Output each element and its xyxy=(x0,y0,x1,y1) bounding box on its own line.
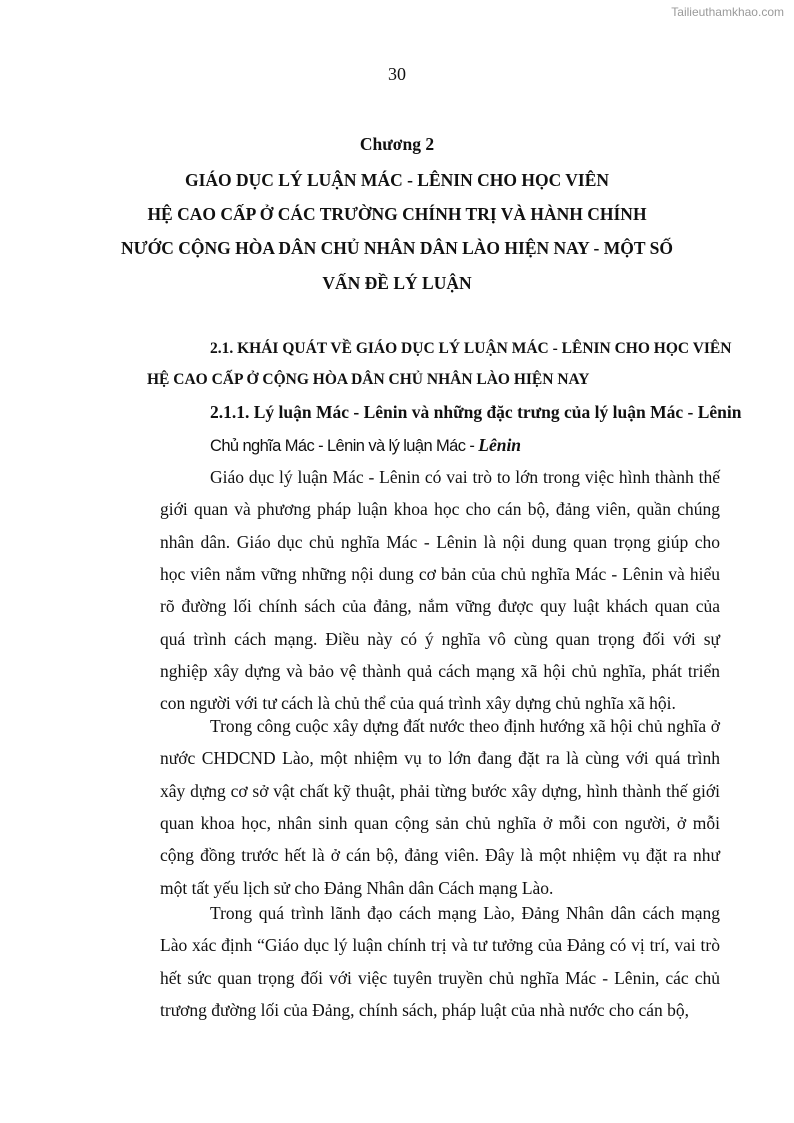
chapter-label: Chương 2 xyxy=(359,134,435,154)
paragraph-line: nhân dân. Giáo dục chủ nghĩa Mác - Lênin là nội dung quan trọng giúp cho xyxy=(160,531,720,552)
paragraph-line: quá trình cách mạng. Điều này có ý nghĩa vô cùng quan trọng đối với sự xyxy=(160,628,720,649)
section-heading: 2.1. KHÁI QUÁT VỀ GIÁO DỤC LÝ LUẬN MÁC - LÊNIN CHO HỌC VIÊN xyxy=(210,340,732,357)
chapter-title-line: GIÁO DỤC LÝ LUẬN MÁC - LÊNIN CHO HỌC VIÊN xyxy=(184,170,610,190)
paragraph-line: hết sức quan trọng đối với việc tuyên truyền chủ nghĩa Mác - Lênin, các chủ xyxy=(160,967,720,988)
chapter-title-line: NƯỚC CỘNG HÒA DÂN CHỦ NHÂN DÂN LÀO HIỆN NAY - MỘT SỐ xyxy=(121,238,673,258)
paragraph-line: nước CHDCND Lào, một nhiệm vụ to lớn đang đặt ra là cùng với quá trình xyxy=(160,748,720,769)
paragraph-line: xây dựng cơ sở vật chất kỹ thuật, phải từng bước xây dựng, hình thành thế giới xyxy=(160,780,720,801)
paragraph-line: con người với tư cách là chủ thể của quá trình xây dựng chủ nghĩa xã hội. xyxy=(160,693,676,714)
paragraph-line: nghiệp xây dựng và bảo vệ thành quả cách mạng xã hội chủ nghĩa, phát triển xyxy=(160,660,720,681)
paragraph-line: trương đường lối của Đảng, chính sách, pháp luật của nhà nước cho cán bộ, xyxy=(160,999,690,1020)
paragraph-line: quan khoa học, nhân sinh quan cộng sản chủ nghĩa ở mỗi con người, ở mỗi xyxy=(160,812,720,833)
paragraph-line: Trong công cuộc xây dựng đất nước theo định hướng xã hội chủ nghĩa ở xyxy=(210,716,720,736)
paragraph-line: Giáo dục lý luận Mác - Lênin có vai trò to lớn trong việc hình thành thế xyxy=(210,467,720,487)
chapter-title-line: HỆ CAO CẤP Ở CÁC TRƯỜNG CHÍNH TRỊ VÀ HÀNH CHÍNH xyxy=(147,204,647,224)
paragraph-line: cộng đồng trước hết là ở cán bộ, đảng viên. Đây là một nhiệm vụ đặt ra như xyxy=(160,845,720,866)
paragraph-line: Trong quá trình lãnh đạo cách mạng Lào, Đảng Nhân dân cách mạng xyxy=(210,903,720,923)
paragraph-line: giới quan và phương pháp luận khoa học cho cán bộ, đảng viên, quần chúng xyxy=(160,499,720,520)
chapter-title-line: VẤN ĐỀ LÝ LUẬN xyxy=(322,273,472,293)
subheading xyxy=(210,435,720,456)
subsection-heading: 2.1.1. Lý luận Mác - Lênin và những đặc trưng của lý luận Mác - Lênin xyxy=(210,402,742,422)
subheading-italic: Lênin xyxy=(478,435,522,455)
paragraph-line: học viên nắm vững những nội dung cơ bản của chủ nghĩa Mác - Lênin và hiểu xyxy=(160,563,720,584)
subheading-text: Chủ nghĩa Mác - Lênin và lý luận Mác - xyxy=(210,437,479,455)
watermark: Tailieuthamkhao.com xyxy=(671,5,784,19)
section-heading: HỆ CAO CẤP Ở CỘNG HÒA DÂN CHỦ NHÂN LÀO HIỆN NAY xyxy=(147,371,590,388)
page-number: 30 xyxy=(388,64,406,84)
paragraph-line: một tất yếu lịch sử cho Đảng Nhân dân Cách mạng Lào. xyxy=(160,877,554,898)
paragraph-line: rõ đường lối chính sách của đảng, nắm vững được quy luật khách quan của xyxy=(160,596,720,617)
paragraph-line: Lào xác định “Giáo dục lý luận chính trị và tư tưởng của Đảng có vị trí, vai trò xyxy=(160,935,720,956)
